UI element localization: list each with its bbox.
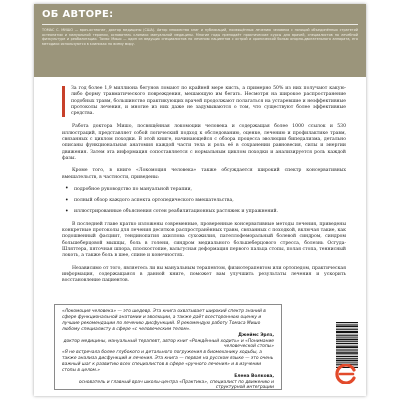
testimonial-author-role: основатель и главный врач школы-центра «Практика», специалист по движению и структурной интеграции <box>78 379 274 391</box>
description-paragraph: Работа доктора Мишо, посвящённая локомоции человека и содержащая более 1000 ссылок и 530 иллюстраций, представляет собой логический подход к обследованию, оценке, лечению и профилактике травм, связанных с циклом походки. В этой книге, начинающейся с обзора процесса эволюции бипедализма, детально описаны функциональная анатомия каждой части тела и роль её в сохранении равновесия, силы и энергии движения. Затем эта информация сопоставляется с нормальным циклом походки и анализируется роль каждой фазы. <box>62 124 346 161</box>
feature-list-item: • иллюстрированные объяснения сотен реабилитационных растяжек и упражнений. <box>74 209 346 215</box>
testimonial-author: Елена Волкова, <box>234 373 274 379</box>
barcode-icon <box>336 322 358 368</box>
description-paragraph: Независимо от того, являетесь ли вы мануальным терапевтом, физиотерапевтом или ортопедом, практическая информация, содержащаяся в данной книге, поможет вам улучшить результаты лечения и ускорить восстановление пациентов. <box>62 265 346 284</box>
testimonial-1 <box>62 309 274 350</box>
heading-divider <box>42 24 358 25</box>
testimonial-author-role: доктор медицины, мануальный терапевт, автор книг «Рождённый ходить» и «Понимание человеческой стопы» <box>63 338 274 350</box>
testimonial-2 <box>62 350 274 391</box>
publisher-e-logo-icon <box>332 364 362 384</box>
testimonial-author: Джеймс Эрлз, <box>238 332 274 338</box>
testimonial-text: «Локомоция человека» — это шедевр. Эта книга охватывает широкий спектр знаний в сфере функциональной анатомии и эволюции, а также даёт всестороннюю оценку и лучшие рекомендации по лечению дисфункций. Я рекомендую работу Томаса Мишо любому специалисту в сфере «с человеческим телом». <box>62 309 266 332</box>
feature-list-item: • полный обзор каждого аспекта ортопедического вмешательства, <box>74 198 346 204</box>
testimonial-text: «Я не встречала более глубокого и детального погружения в биомеханику ходьбы, а также анализа дисфункций и лечения. Эта книга — первая на русском языке — это очень важный шаг к развитию всех специалистов в сфере «ручного лечения» и в изучении стопы в целом.» <box>62 350 274 373</box>
description-text <box>62 86 346 290</box>
about-author-band <box>34 4 366 77</box>
intro-paragraph: За год более 1,9 миллиона бегунов ломают по крайней мере кисть, а примерно 50% из них получают какую-либо форму травматического повреждения, мешающую им бегать. Несмотря на широкое распространение подобных травм, большинство практикующих врачей продолжают полагаться на устаревшие и неэффективные протоколы лечения, и многие из них даже не задумываются о том, что существуют более эффективные средства. <box>62 86 346 117</box>
author-bio: ТОМАС С. МИШО — врач-остеопат, доктор медицины (США). Автор множества книг и публикаций, посвящённых лечению человека с позиций объединённых стратегий остеопатии и мануальной терапии, основатель клиники мануальной медицины. Многие годы преподаёт практические курсы для врачей, специалистов по лечебной физкультуре и реабилитации. Томас Мишо — один из ведущих специалистов по лечению пациентов с острой и хронической болью опорно-двигательного аппарата, его методики используются в клиниках по всему миру. <box>42 28 358 46</box>
feature-list <box>62 187 346 216</box>
about-author-heading: ОБ АВТОРЕ: <box>42 9 114 20</box>
book-back-cover <box>34 4 366 396</box>
description-paragraph: Кроме того, в книге «Локомоция человека» также обсуждается широкий спектр консервативных вмешательств, в частности, приведены: <box>62 168 346 180</box>
testimonials-box <box>54 304 282 390</box>
feature-list-item: • подробное руководство по мануальной терапии, <box>74 187 346 193</box>
description-paragraph: В последней главе кратко изложены современные, проверенные консервативные методы лечения, приведены конкретные протоколы для лечения десятков распространённых травм, связанных с походкой, включая такие, как подошвенный фасциит, тендинопатия ахиллова сухожилия, пателлофеморальный болевой синдром, синдром большеберцовой мышцы, боль в голени, синдром медиального большеберцового стресса, болезнь Осгуда-Шляттера, пяточная шпора, плоскостопие, вальгусная деформация первого пальца стопы, полая стопа, теннисный локоть, а также боль в шее, спине и конечностях. <box>62 221 346 259</box>
